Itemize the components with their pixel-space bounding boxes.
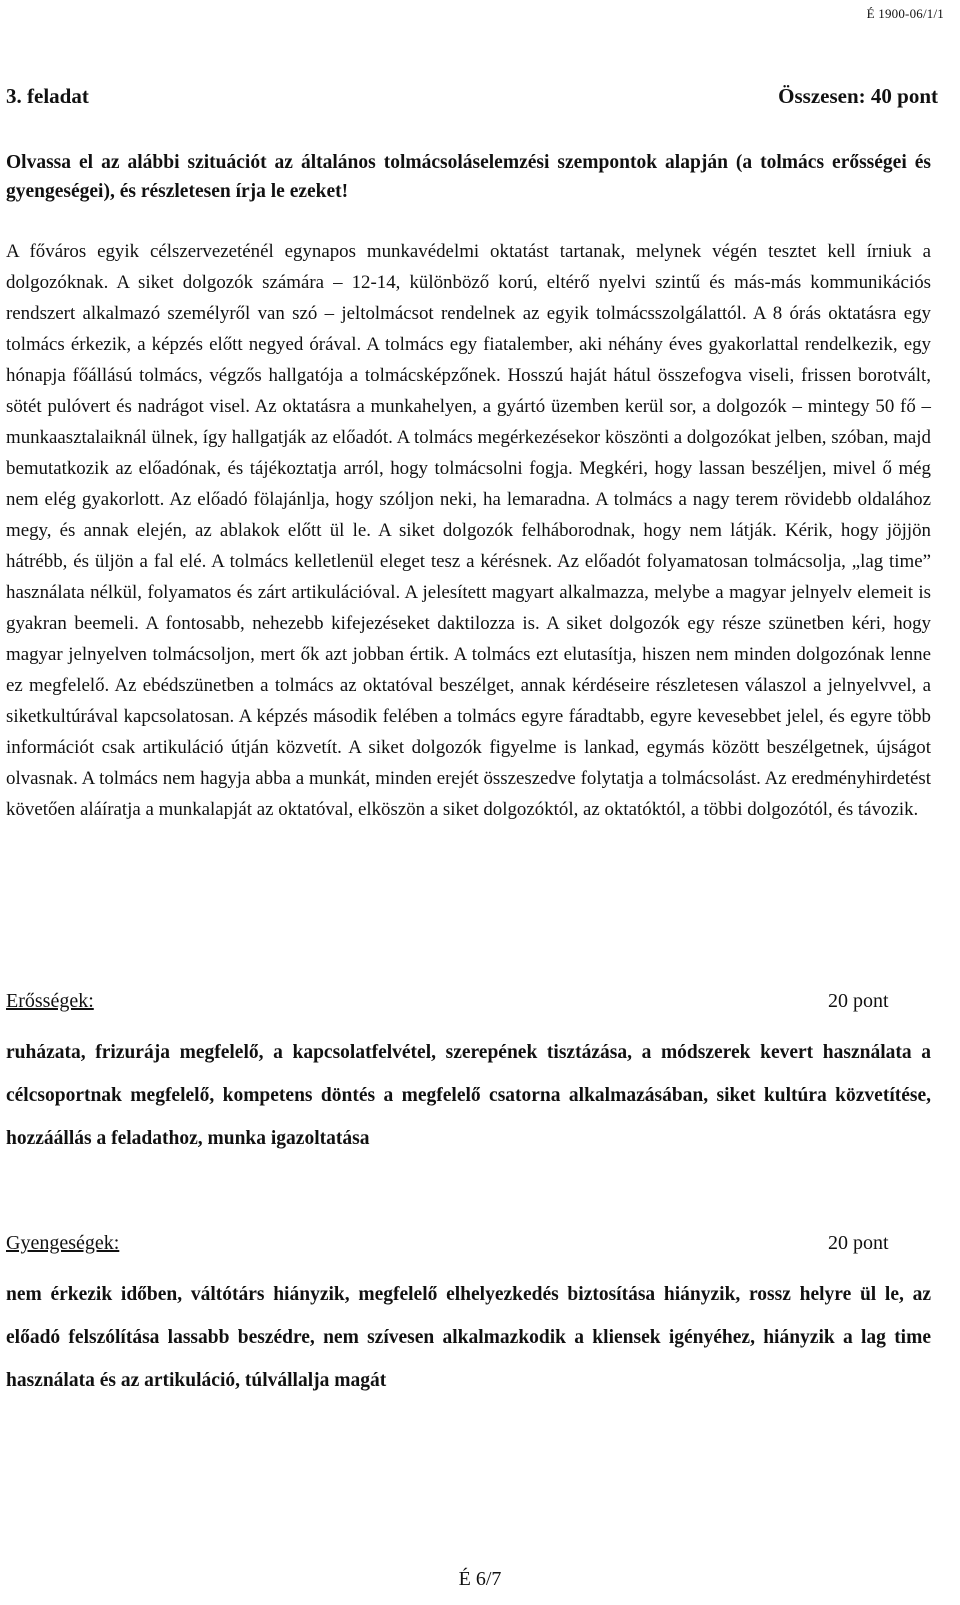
strengths-points: 20 pont xyxy=(828,990,889,1012)
weaknesses-answer: nem érkezik időben, váltótárs hiányzik, megfelelő elhelyezkedés biztosítása hiányzik, rossz helyre ül le, az előadó felszólítása lassabb beszédre, nem szívesen alkalmazkodik a kliensek igényéhez, hiányzik a lag time használata és az artikuláció, túlvállalja magát xyxy=(6,1284,931,1391)
task-instruction: Olvassa el az alábbi szituációt az általános tolmácsoláselemzési szempontok alapján (a tolmács erősségei és gyengeségei), és részletesen írja le ezeket! xyxy=(6,152,931,202)
scenario-text: A főváros egyik célszervezeténél egynapos munkavédelmi oktatást tartanak, melynek végén tesztet kell írniuk a dolgozóknak. A siket dolgozók számára – 12-14, különböző korú, eltérő nyelvi szintű és más-más kommunikációs rendszert alkalmazó személyről van szó – jeltolmácsot rendelnek az egyik tolmácsszolgálattól. A 8 órás oktatásra egy tolmács érkezik, a képzés előtt negyed órával. A tolmács egy fiatalember, aki néhány éves gyakorlattal rendelkezik, egy hónapja főállású tolmács, végzős hallgatója a tolmácsképzőnek. Hosszú haját hátul összefogva viseli, frissen borotvált, sötét pulóvert és nadrágot visel. Az oktatásra a munkahelyen, a gyártó üzemben kerül sor, a dolgozók – mintegy 50 fő – munkaasztalaiknál ülnek, így hallgatják az előadót. A tolmács megérkezésekor köszönti a dolgozókat jelben, szóban, majd bemutatkozik az előadónak, és tájékoztatja arról, hogy tolmácsolni fogja. Megkéri, hogy lassan beszéljen, mivel ő még nem elég gyakorlott. Az előadó fölajánlja, hogy szóljon neki, ha lemaradna. A tolmács a nagy terem rövidebb oldalához megy, és annak elején, az ablakok előtt ül le. A siket dolgozók felháborodnak, hogy nem látják. Kérik, hogy jöjjön hátrébb, és üljön a fal elé. A tolmács kelletlenül eleget tesz a kérésnek. Az előadót folyamatosan tolmácsolja, „lag time” használata nélkül, folyamatos és zárt artikulációval. A jelesített magyart alkalmazza, melybe a magyar jelnyelv elemeit is gyakran beemeli. A fontosabb, nehezebb kifejezéseket daktilozza is. A siket dolgozók egy része szünetben kéri, hogy magyar jelnyelven tolmácsoljon, mert ők azt jobban értik. A tolmács ezt elutasítja, hiszen nem minden dolgozónak lenne ez megfelelő. Az ebédszünetben a tolmács az oktatóval beszélget, annak kérdéseire részletesen válaszol a jelnyelvvel, a siketkultúrával kapcsolatosan. A képzés második felében a tolmács egyre fáradtabb, egyre kevesebbet jelel, és egyre több információt csak artikuláció útján közvetít. A siket dolgozók figyelme is lankad, egymás között beszélgetnek, újságot olvasnak. A tolmács nem hagyja abba a munkát, minden erejét összeszedve folytatja a tolmácsolást. Az eredményhirdetést követően aláíratja a munkalapját az oktatóval, elköszön a siket dolgozóktól, az oktatóktól, a többi dolgozótól, és távozik. xyxy=(6,241,931,820)
document-code: É 1900-06/1/1 xyxy=(866,6,944,21)
task-header xyxy=(6,84,938,109)
task-title: 3. feladat xyxy=(6,84,89,108)
strengths-label: Erősségek: xyxy=(6,990,94,1012)
weaknesses-points: 20 pont xyxy=(828,1232,889,1254)
page-number: É 6/7 xyxy=(458,1568,502,1590)
strengths-header xyxy=(6,990,931,1013)
weaknesses-header xyxy=(6,1232,931,1255)
task-total-points: Összesen: 40 pont xyxy=(778,84,938,108)
weaknesses-label: Gyengeségek: xyxy=(6,1232,120,1254)
strengths-answer: ruházata, frizurája megfelelő, a kapcsolatfelvétel, szerepének tisztázása, a módszerek kevert használata a célcsoportnak megfelelő, kompetens döntés a megfelelő csatorna alkalmazásában, siket kultúra közvetítése, hozzáállás a feladathoz, munka igazoltatása xyxy=(6,1042,931,1149)
